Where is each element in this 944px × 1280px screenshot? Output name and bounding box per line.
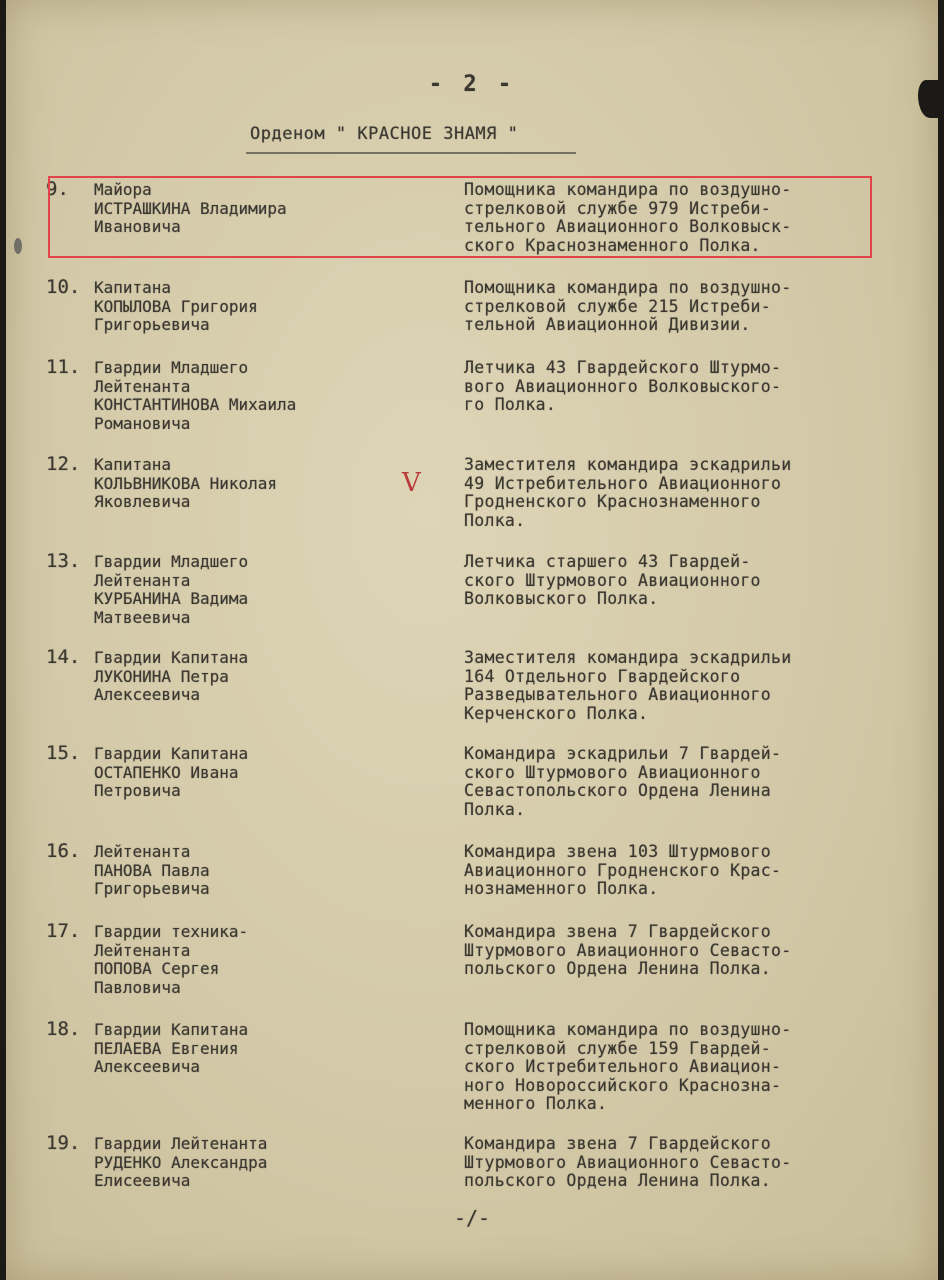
entry-name: Ивановича bbox=[94, 217, 181, 236]
entry-rank: Лейтенанта bbox=[94, 842, 191, 861]
entry-description-line: Летчика старшего 43 Гвардей- bbox=[464, 552, 751, 571]
entry-rank: Гвардии Капитана bbox=[94, 648, 249, 667]
entry-number: 19. bbox=[46, 1132, 81, 1154]
entry-description-line: Волковыского Полка. bbox=[464, 589, 659, 608]
entry-description-line: польского Ордена Ленина Полка. bbox=[464, 959, 772, 978]
entry-name: ИСТРАШКИНА Владимира bbox=[94, 198, 287, 218]
entry-number: 13. bbox=[46, 550, 81, 572]
entry-description-line: Заместителя командира эскадрильи bbox=[464, 648, 792, 667]
entry-description-line: ского Штурмового Авиационного bbox=[464, 570, 761, 590]
entry-rank: Капитана bbox=[94, 278, 172, 297]
entry-description-line: Заместителя командира эскадрильи bbox=[464, 455, 792, 474]
entry-name: Павловича bbox=[94, 977, 181, 997]
entry-name: Алексеевича bbox=[94, 685, 200, 704]
entry-description-line: Гродненского Краснознаменного bbox=[464, 492, 761, 511]
entry-description-line: Помощника командира по воздушно- bbox=[464, 278, 792, 297]
entry-number: 11. bbox=[46, 356, 81, 378]
entry-number: 16. bbox=[46, 840, 81, 862]
entry-description-line: польского Ордена Ленина Полка. bbox=[464, 1171, 772, 1190]
entry-name: ПЕЛАЕВА Евгения bbox=[94, 1038, 239, 1058]
entry-number: 12. bbox=[46, 453, 81, 475]
entry-name: Алексеевича bbox=[94, 1057, 200, 1076]
entry-description-line: Помощника командира по воздушно- bbox=[464, 1020, 792, 1039]
entry-number: 18. bbox=[46, 1018, 81, 1040]
entry-description-line: нознаменного Полка. bbox=[464, 879, 659, 898]
entry-rank: Гвардии техника- bbox=[94, 922, 249, 941]
page-number: - 2 - bbox=[428, 72, 516, 97]
entry-description-line: Командира звена 7 Гвардейского bbox=[464, 922, 772, 941]
entry-name: КУРБАНИНА Вадима bbox=[94, 589, 249, 608]
entry-description-line: тельной Авиационной Дивизии. bbox=[464, 315, 751, 334]
entry-rank: Гвардии Капитана bbox=[94, 1020, 249, 1039]
red-check-mark: V bbox=[402, 468, 421, 498]
entry-description-line: Полка. bbox=[464, 510, 526, 530]
entry-number: 14. bbox=[46, 646, 81, 668]
entry-rank: Майора bbox=[94, 180, 152, 199]
entry-rank: Капитана bbox=[94, 455, 172, 474]
entry-number: 15. bbox=[46, 742, 81, 764]
entry-name: Григорьевича bbox=[94, 315, 210, 334]
entry-description-line: стрелковой службе 159 Гвардей- bbox=[464, 1038, 772, 1058]
entry-number: 17. bbox=[46, 920, 81, 942]
entry-number: 9. bbox=[46, 178, 69, 200]
entry-description-line: Летчика 43 Гвардейского Штурмо- bbox=[464, 358, 782, 377]
entry-rank: Лейтенанта bbox=[94, 570, 191, 590]
entry-rank: Гвардии Капитана bbox=[94, 744, 249, 763]
entry-description-line: ского Краснознаменного Полка. bbox=[464, 235, 761, 255]
entry-description-line: Авиационного Гродненского Крас- bbox=[464, 860, 782, 880]
entry-name: Григорьевича bbox=[94, 879, 210, 898]
entry-name: РУДЕНКО Александра bbox=[94, 1152, 268, 1172]
heading-underline bbox=[246, 152, 576, 154]
entry-number: 10. bbox=[46, 276, 81, 298]
entry-name: ОСТАПЕНКО Ивана bbox=[94, 762, 239, 782]
entry-name: КОНСТАНТИНОВА Михаила bbox=[94, 395, 297, 414]
entry-name: КОЛЬВНИКОВА Николая bbox=[94, 473, 278, 493]
entry-description-line: го Полка. bbox=[464, 395, 557, 414]
entry-name: Матвеевича bbox=[94, 607, 191, 627]
document-page bbox=[6, 0, 938, 1280]
entry-description-line: 164 Отдельного Гвардейского bbox=[464, 666, 741, 686]
entry-name: ПОПОВА Сергея bbox=[94, 959, 220, 978]
entry-rank: Гвардии Младшего bbox=[94, 358, 249, 377]
entry-rank: Гвардии Младшего bbox=[94, 552, 249, 571]
entry-name: Елисеевича bbox=[94, 1171, 191, 1190]
highlight-box bbox=[48, 176, 872, 258]
entry-description-line: Помощника командира по воздушно- bbox=[464, 180, 792, 199]
entry-name: Петровича bbox=[94, 781, 181, 800]
entry-description-line: 49 Истребительного Авиационного bbox=[464, 473, 782, 493]
section-heading: Орденом " КРАСНОЕ ЗНАМЯ " bbox=[250, 124, 519, 144]
entry-description-line: Севастопольского Ордена Ленина bbox=[464, 781, 772, 800]
entry-description-line: стрелковой службе 215 Истреби- bbox=[464, 296, 772, 316]
entry-description-line: менного Полка. bbox=[464, 1094, 608, 1113]
entry-description-line: ского Штурмового Авиационного bbox=[464, 762, 761, 782]
entry-name: Яковлевича bbox=[94, 492, 191, 511]
entry-name: Романовича bbox=[94, 413, 191, 433]
entry-description-line: Командира звена 7 Гвардейского bbox=[464, 1134, 772, 1153]
entry-rank: Лейтенанта bbox=[94, 376, 191, 396]
entry-name: КОПЫЛОВА Григория bbox=[94, 296, 258, 316]
entry-description-line: Керченского Полка. bbox=[464, 703, 649, 723]
entry-description-line: Разведывательного Авиационного bbox=[464, 685, 772, 704]
entry-description-line: Командира эскадрильи 7 Гвардей- bbox=[464, 744, 782, 763]
entry-description-line: Полка. bbox=[464, 799, 526, 819]
entry-name: ЛУКОНИНА Петра bbox=[94, 666, 229, 686]
page-continuation-mark: -/- bbox=[453, 1206, 491, 1230]
entry-description-line: Штурмового Авиационного Севасто- bbox=[464, 940, 792, 960]
entry-description-line: Командира звена 103 Штурмового bbox=[464, 842, 772, 861]
entry-description-line: вого Авиационного Волковыского- bbox=[464, 376, 782, 396]
ink-blot bbox=[14, 238, 22, 254]
entry-description-line: стрелковой службе 979 Истреби- bbox=[464, 198, 772, 218]
entry-description-line: Штурмового Авиационного Севасто- bbox=[464, 1152, 792, 1172]
entry-rank: Гвардии Лейтенанта bbox=[94, 1134, 268, 1153]
entry-description-line: тельного Авиационного Волковыск- bbox=[464, 217, 792, 236]
entry-description-line: ского Истребительного Авиацион- bbox=[464, 1057, 782, 1076]
entry-rank: Лейтенанта bbox=[94, 940, 191, 960]
entry-description-line: ного Новороссийского Краснозна- bbox=[464, 1075, 782, 1095]
entry-name: ПАНОВА Павла bbox=[94, 860, 210, 880]
